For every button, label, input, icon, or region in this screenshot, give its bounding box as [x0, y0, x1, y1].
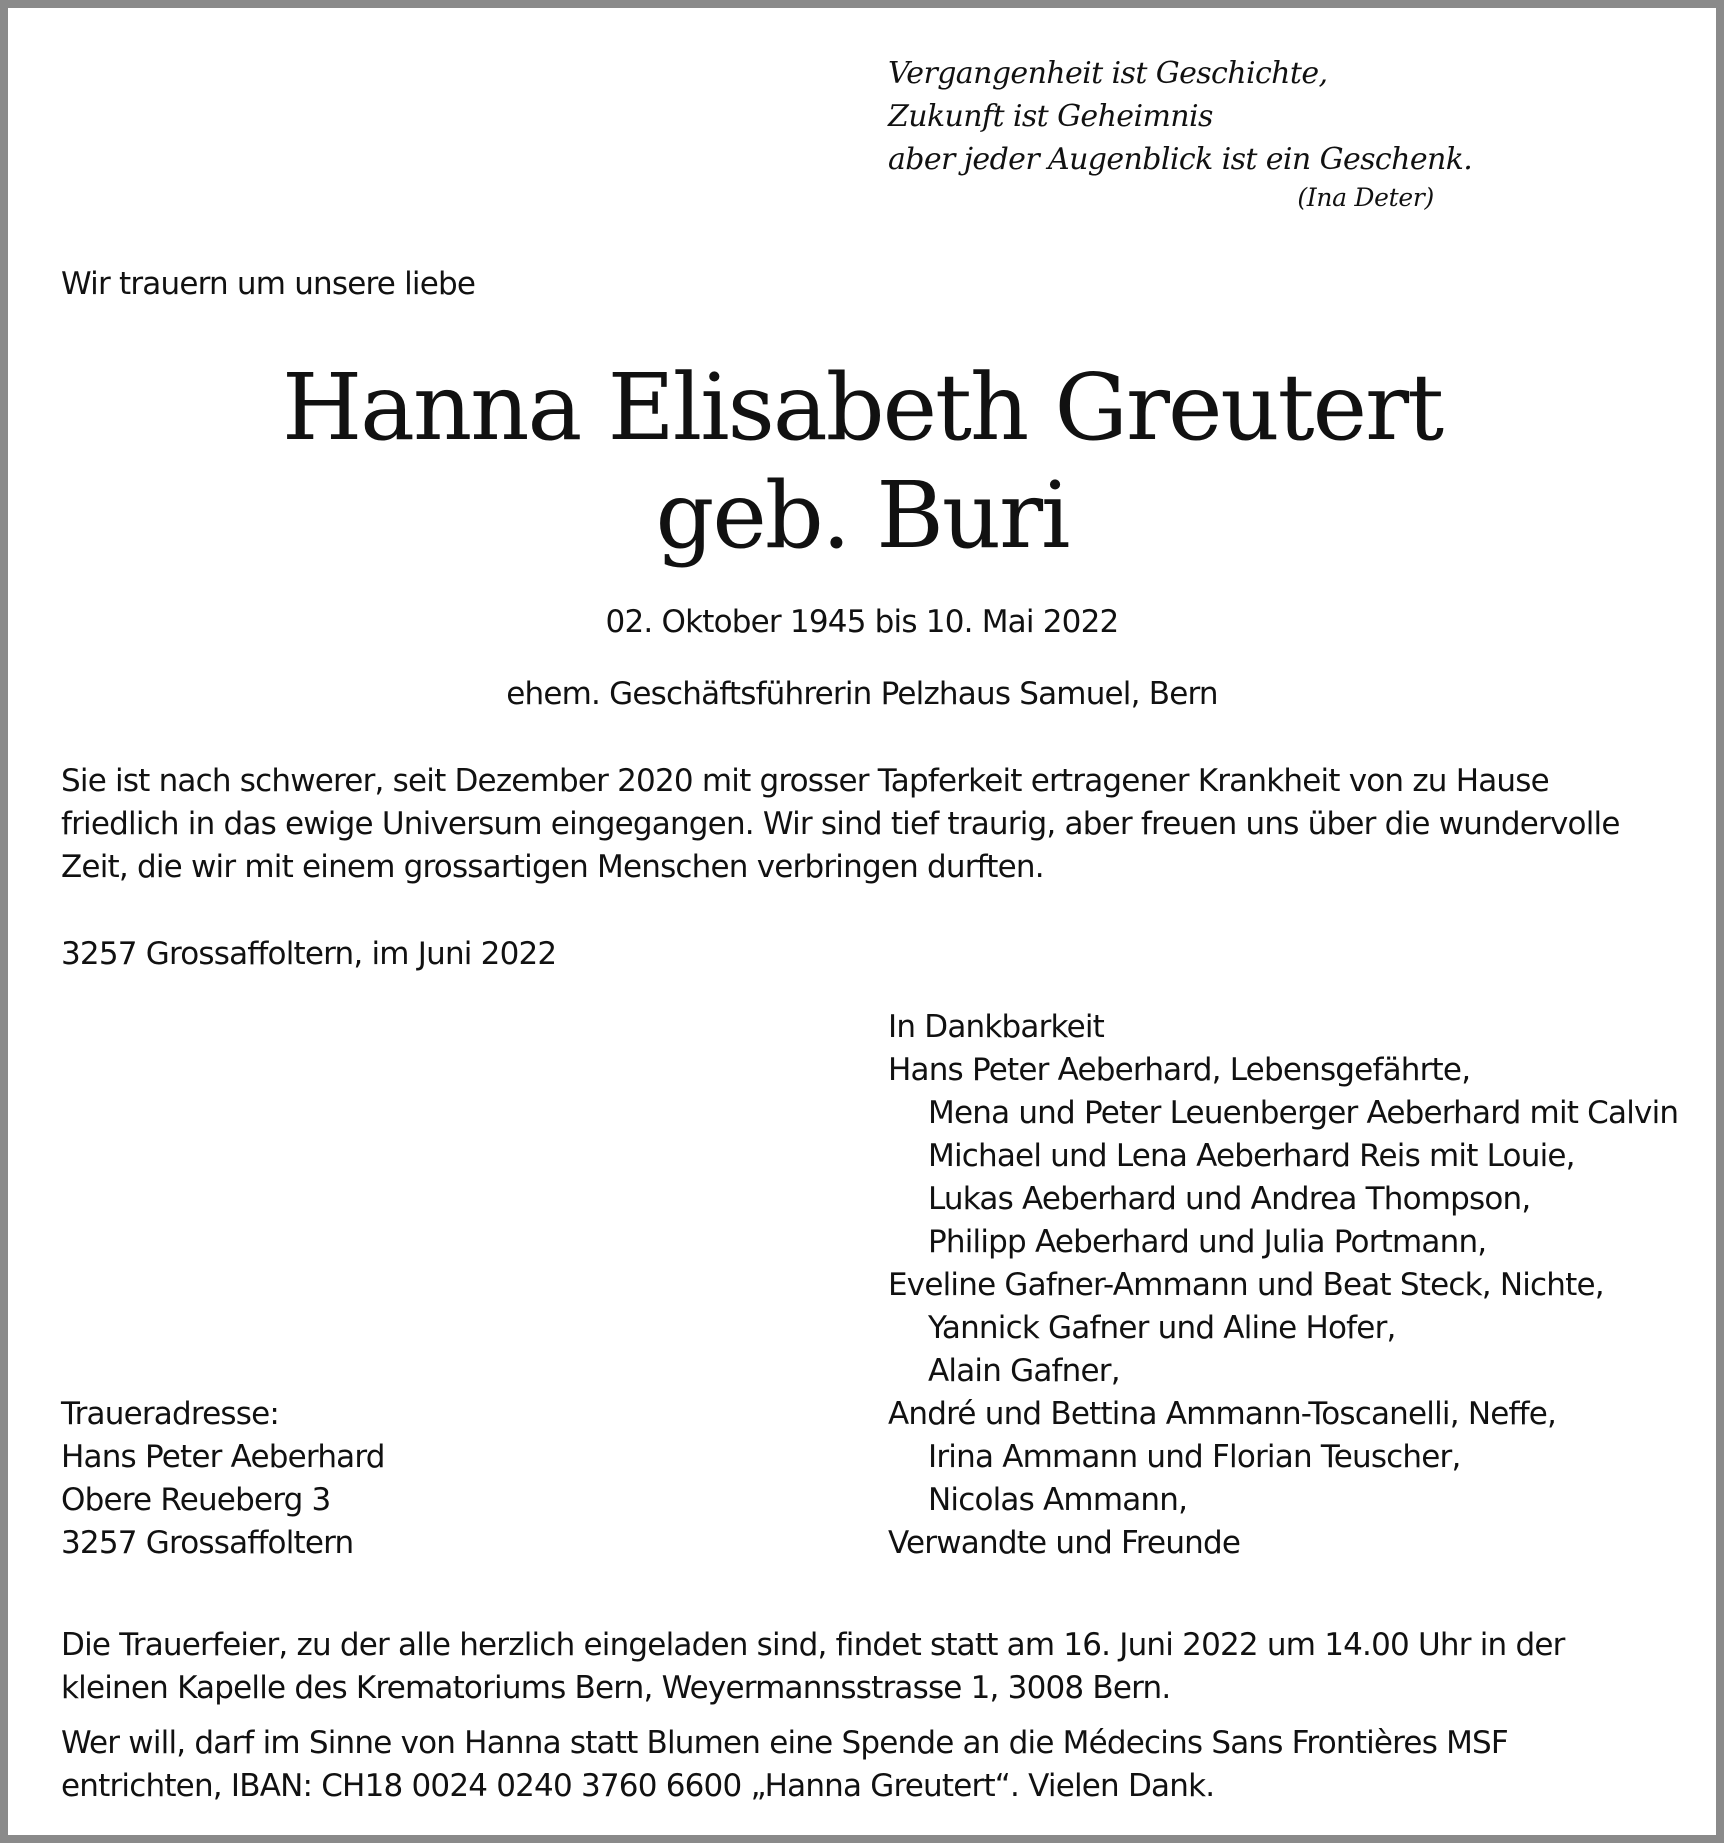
mourners-list — [888, 1006, 1678, 1565]
quote-line: Vergangenheit ist Geschichte, — [888, 56, 1328, 91]
life-dates: 02. Oktober 1945 bis 10. Mai 2022 — [605, 604, 1119, 640]
address-label: Traueradresse: — [61, 1396, 280, 1432]
maiden-name: geb. Buri — [655, 462, 1069, 569]
address-name: Hans Peter Aeberhard — [61, 1439, 385, 1475]
mourner-line: Eveline Gafner-Ammann und Beat Steck, Nichte, — [888, 1267, 1604, 1303]
mourning-address — [61, 1393, 385, 1565]
mourner-line: Mena und Peter Leuenberger Aeberhard mit Calvin — [928, 1095, 1679, 1131]
address-city: 3257 Grossaffoltern — [61, 1525, 354, 1561]
deceased-name: Hanna Elisabeth Greutert — [281, 354, 1443, 461]
quote-author: (Ina Deter) — [1297, 183, 1434, 212]
mourner-line: Nicolas Ammann, — [928, 1482, 1188, 1518]
quote-line: Zukunft ist Geheimnis — [888, 99, 1213, 134]
message-paragraph: Sie ist nach schwerer, seit Dezember 2020 mit grosser Tapferkeit ertragener Krankheit von zu Hause friedlich in das ewige Universum eingegangen. Wir sind tief traurig, aber freuen uns über die wundervolle Zeit, die wir mit einem grossartigen Menschen verbringen durften. — [61, 763, 1620, 885]
mourner-line: Michael und Lena Aeberhard Reis mit Louie, — [928, 1138, 1575, 1174]
mourner-line: Lukas Aeberhard und Andrea Thompson, — [928, 1181, 1531, 1217]
obituary-notice — [8, 8, 1716, 1835]
mourner-line: Alain Gafner, — [928, 1353, 1120, 1389]
place-date: 3257 Grossaffoltern, im Juni 2022 — [61, 936, 557, 972]
mourner-line: André und Bettina Ammann-Toscanelli, Neffe, — [888, 1396, 1557, 1432]
mourner-line: Yannick Gafner und Aline Hofer, — [928, 1310, 1396, 1346]
quote-line: aber jeder Augenblick ist ein Geschenk. — [888, 142, 1473, 177]
occupation: ehem. Geschäftsführerin Pelzhaus Samuel, Bern — [506, 676, 1218, 712]
intro-text: Wir trauern um unsere liebe — [61, 266, 476, 302]
epigraph-quote — [888, 52, 1472, 181]
mourner-line: Hans Peter Aeberhard, Lebensgefährte, — [888, 1052, 1471, 1088]
address-street: Obere Reueberg 3 — [61, 1482, 331, 1518]
ceremony-paragraph: Die Trauerfeier, zu der alle herzlich eingeladen sind, findet statt am 16. Juni 2022 um 14.00 Uhr in der kleinen Kapelle des Krematoriums Bern, Weyermannsstrasse 1, 3008 Bern. — [61, 1627, 1565, 1706]
mourners-heading: In Dankbarkeit — [888, 1009, 1105, 1045]
mourner-line: Philipp Aeberhard und Julia Portmann, — [928, 1224, 1487, 1260]
mourner-line: Irina Ammann und Florian Teuscher, — [928, 1439, 1461, 1475]
donation-paragraph: Wer will, darf im Sinne von Hanna statt Blumen eine Spende an die Médecins Sans Frontières MSF entrichten, IBAN: CH18 0024 0240 3760 6600 „Hanna Greutert“. Vielen Dank. — [61, 1725, 1508, 1804]
mourner-line: Verwandte und Freunde — [888, 1525, 1241, 1561]
